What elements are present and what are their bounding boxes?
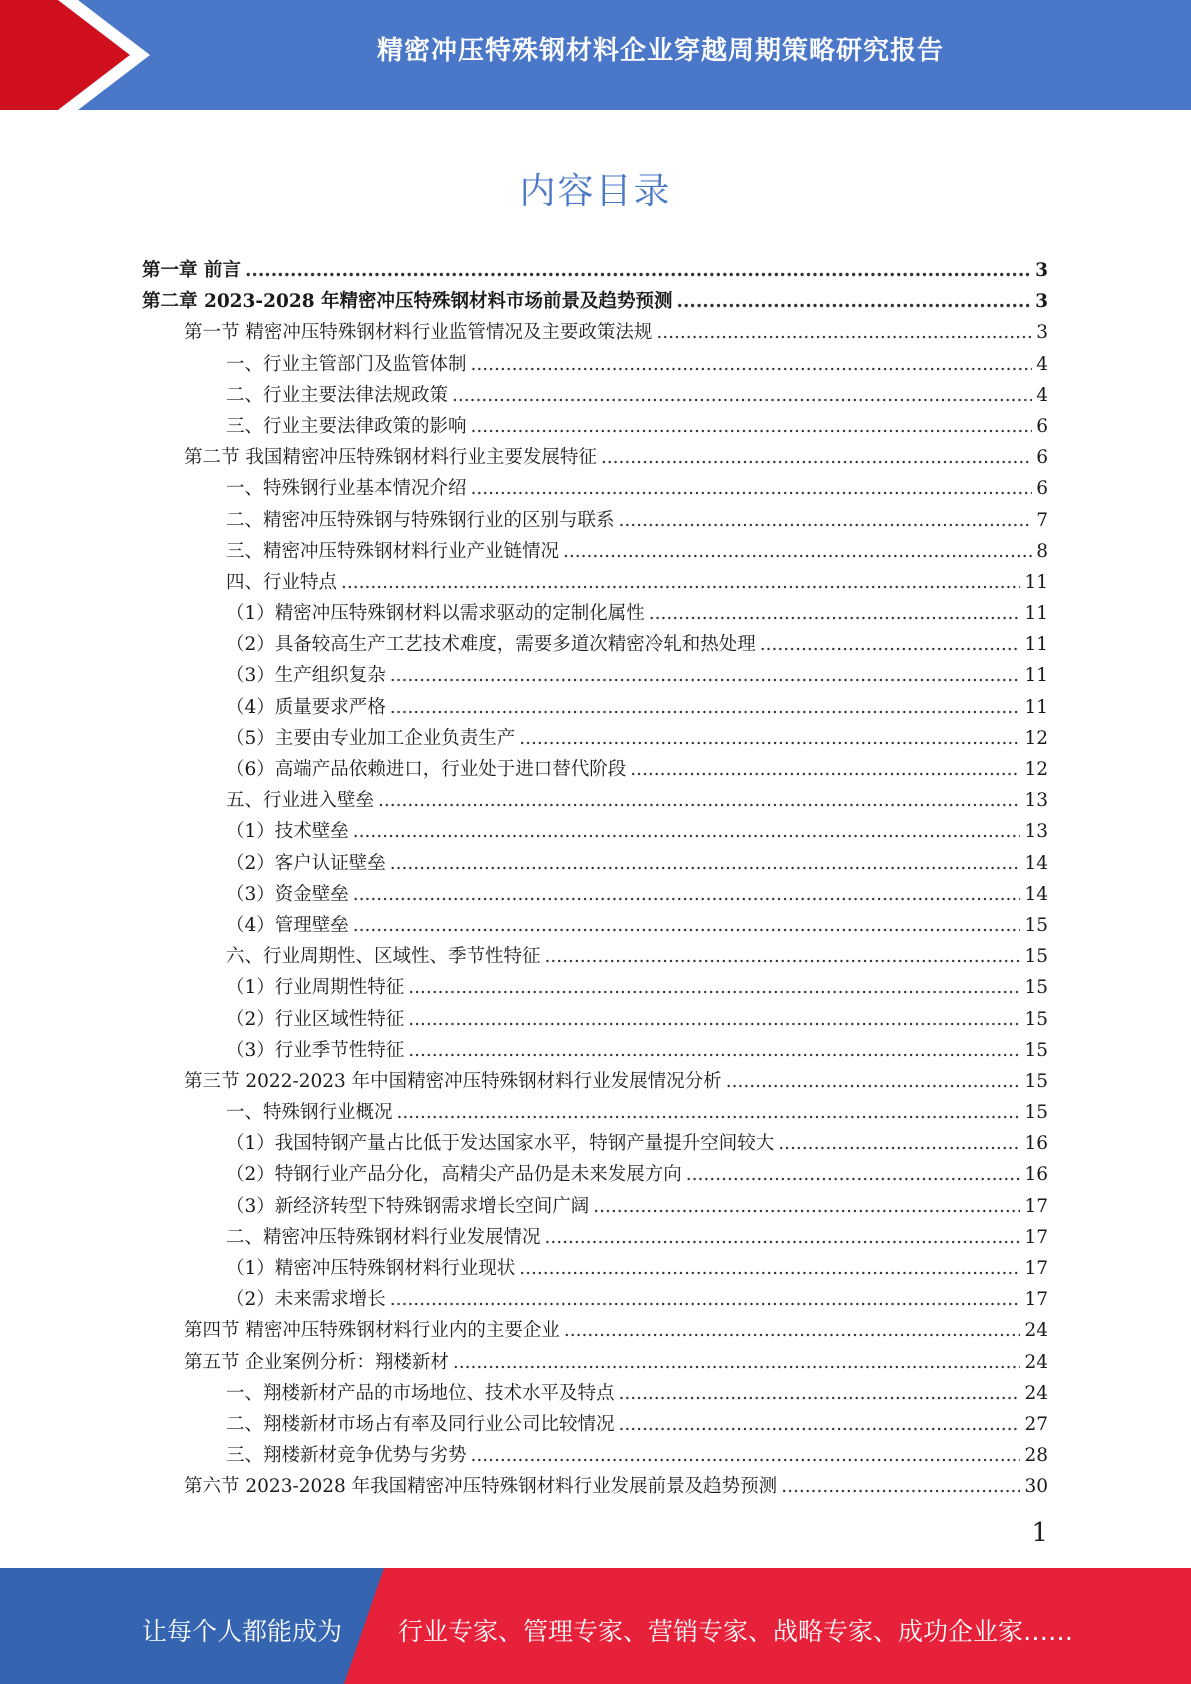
toc-entry-page: 6 <box>1036 478 1048 500</box>
toc-entry-label: （4）管理壁垒 <box>226 914 349 936</box>
toc-entry[interactable] <box>142 1471 1048 1502</box>
toc-entry-label: 第二节 我国精密冲压特殊钢材料行业主要发展特征 <box>184 447 597 469</box>
toc-dot-leader <box>726 1066 1021 1097</box>
toc-dot-leader <box>245 255 1031 286</box>
toc-entry-label: （2）特钢行业产品分化，高精尖产品仍是未来发展方向 <box>226 1164 682 1186</box>
toc-entry-label: （4）质量要求严格 <box>226 696 386 718</box>
toc-dot-leader <box>619 505 1033 536</box>
toc-dot-leader <box>601 442 1032 473</box>
toc-entry-label: （2）具备较高生产工艺技术难度，需要多道次精密冷轧和热处理 <box>226 634 756 656</box>
toc-dot-leader <box>471 473 1033 504</box>
toc-entry-label: 第一章 前言 <box>142 260 241 281</box>
toc-entry-label: （1）精密冲压特殊钢材料以需求驱动的定制化属性 <box>226 603 645 625</box>
toc-entry[interactable] <box>142 1378 1048 1409</box>
toc-entry-page: 11 <box>1024 603 1048 625</box>
footer-slogan-left: 让每个人都能成为 <box>142 1617 343 1646</box>
toc-entry-page: 14 <box>1024 852 1048 874</box>
toc-dot-leader <box>390 1284 1021 1315</box>
toc-entry-page: 11 <box>1024 571 1048 593</box>
toc-entry[interactable] <box>142 473 1048 504</box>
toc-dot-leader <box>471 411 1033 442</box>
toc-entry-page: 13 <box>1024 790 1048 812</box>
toc-entry-label: 二、行业主要法律法规政策 <box>226 384 449 406</box>
toc-dot-leader <box>545 941 1021 972</box>
toc-entry-label: （2）客户认证壁垒 <box>226 852 386 874</box>
toc-entry-page: 24 <box>1024 1382 1048 1404</box>
toc-entry-label: 三、行业主要法律政策的影响 <box>226 415 467 437</box>
toc-entry-page: 15 <box>1024 914 1048 936</box>
toc-entry-label: （1）行业周期性特征 <box>226 977 405 999</box>
toc-dot-leader <box>378 785 1020 816</box>
toc-entry-label: （1）我国特钢产量占比低于发达国家水平，特钢产量提升空间较大 <box>226 1133 775 1155</box>
toc-entry[interactable] <box>142 1035 1048 1066</box>
toc-entry[interactable] <box>142 1159 1048 1190</box>
toc-entry-page: 16 <box>1024 1133 1048 1155</box>
toc-dot-leader <box>452 380 1032 411</box>
toc-entry-page: 24 <box>1024 1320 1048 1342</box>
toc-entry-label: 五、行业进入壁垒 <box>226 790 375 812</box>
toc-entry[interactable] <box>142 879 1048 910</box>
toc-dot-leader <box>630 754 1020 785</box>
toc-entry-label: 第二章 2023-2028 年精密冲压特殊钢材料市场前景及趋势预测 <box>142 291 673 313</box>
toc-entry-page: 27 <box>1024 1413 1048 1435</box>
toc-entry-page: 11 <box>1024 634 1048 656</box>
toc-entry-page: 15 <box>1024 1008 1048 1030</box>
toc-dot-leader <box>353 910 1021 941</box>
toc-entry[interactable] <box>142 848 1048 879</box>
toc-entry-page: 15 <box>1024 1102 1048 1124</box>
toc-entry[interactable] <box>142 442 1048 473</box>
toc-entry-page: 7 <box>1036 509 1048 531</box>
toc-entry-page: 3 <box>1036 322 1048 344</box>
toc-entry[interactable] <box>142 660 1048 691</box>
toc-entry-label: （5）主要由专业加工企业负责生产 <box>226 727 516 749</box>
page-number: 1 <box>1031 1518 1048 1548</box>
toc-entry-label: 四、行业特点 <box>226 571 338 593</box>
toc-entry[interactable] <box>142 286 1048 317</box>
toc-entry-label: （3）新经济转型下特殊钢需求增长空间广阔 <box>226 1195 590 1217</box>
toc-entry[interactable] <box>142 1222 1048 1253</box>
toc-entry[interactable] <box>142 380 1048 411</box>
toc-dot-leader <box>760 629 1021 660</box>
toc-entry[interactable] <box>142 255 1048 286</box>
toc-entry-page: 12 <box>1024 727 1048 749</box>
toc-entry-page: 3 <box>1035 291 1048 313</box>
toc-entry[interactable] <box>142 972 1048 1003</box>
toc-entry-label: （2）行业区域性特征 <box>226 1008 405 1030</box>
toc-entry-page: 16 <box>1024 1164 1048 1186</box>
toc-dot-leader <box>677 286 1032 317</box>
toc-dot-leader <box>686 1159 1021 1190</box>
report-header-banner <box>0 0 1191 110</box>
toc-entry-label: 第五节 企业案例分析：翔楼新材 <box>184 1351 449 1373</box>
toc-dot-leader <box>781 1471 1020 1502</box>
toc-entry-page: 15 <box>1024 1070 1048 1092</box>
toc-entry[interactable] <box>142 317 1048 348</box>
toc-dot-leader <box>519 1253 1020 1284</box>
toc-dot-leader <box>656 317 1032 348</box>
toc-entry-label: （1）技术壁垒 <box>226 821 349 843</box>
toc-entry-label: （6）高端产品依赖进口，行业处于进口替代阶段 <box>226 759 627 780</box>
toc-entry[interactable] <box>142 567 1048 598</box>
toc-entry-page: 13 <box>1024 821 1048 843</box>
toc-entry-label: 一、特殊钢行业概况 <box>226 1102 393 1124</box>
toc-dot-leader <box>545 1222 1021 1253</box>
toc-dot-leader <box>519 723 1020 754</box>
toc-entry[interactable] <box>142 505 1048 536</box>
toc-entry-page: 15 <box>1024 977 1048 999</box>
toc-dot-leader <box>453 1347 1021 1378</box>
toc-entry-label: （2）未来需求增长 <box>226 1289 386 1311</box>
toc-entry-label: 第六节 2023-2028 年我国精密冲压特殊钢材料行业发展前景及趋势预测 <box>184 1476 778 1498</box>
toc-dot-leader <box>593 1191 1020 1222</box>
toc-entry[interactable] <box>142 1097 1048 1128</box>
toc-entry-page: 12 <box>1024 759 1048 780</box>
toc-dot-leader <box>619 1378 1021 1409</box>
toc-dot-leader <box>397 1097 1021 1128</box>
toc-entry-page: 17 <box>1024 1226 1048 1248</box>
toc-entry-page: 24 <box>1024 1351 1048 1373</box>
toc-dot-leader <box>341 567 1020 598</box>
toc-entry-label: （1）精密冲压特殊钢材料行业现状 <box>226 1258 516 1279</box>
toc-entry-page: 11 <box>1024 696 1048 718</box>
toc-entry-page: 4 <box>1036 384 1048 406</box>
toc-entry-label: 第三节 2022-2023 年中国精密冲压特殊钢材料行业发展情况分析 <box>184 1070 722 1092</box>
toc-dot-leader <box>471 349 1033 380</box>
toc-entry-label: 第一节 精密冲压特殊钢材料行业监管情况及主要政策法规 <box>184 322 653 344</box>
toc-entry-label: （3）生产组织复杂 <box>226 665 386 687</box>
toc-entry-page: 14 <box>1024 883 1048 905</box>
toc-dot-leader <box>390 660 1021 691</box>
toc-entry-page: 8 <box>1036 540 1048 562</box>
toc-entry[interactable] <box>142 1409 1048 1440</box>
toc-entry[interactable] <box>142 1253 1048 1284</box>
toc-entry-page: 3 <box>1035 260 1048 281</box>
toc-entry-page: 17 <box>1024 1258 1048 1279</box>
toc-entry[interactable] <box>142 1347 1048 1378</box>
toc-entry-page: 4 <box>1036 353 1048 375</box>
toc-entry-label: 一、行业主管部门及监管体制 <box>226 353 467 375</box>
toc-dot-leader <box>778 1128 1020 1159</box>
toc-entry-label: （3）资金壁垒 <box>226 883 349 905</box>
toc-entry-label: 六、行业周期性、区域性、季节性特征 <box>226 946 541 968</box>
toc-entry-label: 三、精密冲压特殊钢材料行业产业链情况 <box>226 540 560 562</box>
toc-dot-leader <box>353 816 1021 847</box>
toc-entry-label: 二、精密冲压特殊钢与特殊钢行业的区别与联系 <box>226 509 615 531</box>
toc-entry-page: 15 <box>1024 1039 1048 1061</box>
toc-entry-label: 一、特殊钢行业基本情况介绍 <box>226 478 467 500</box>
toc-entry[interactable] <box>142 1440 1048 1471</box>
toc-entry-page: 15 <box>1024 946 1048 968</box>
toc-entry[interactable] <box>142 785 1048 816</box>
toc-dot-leader <box>408 972 1020 1003</box>
toc-dot-leader <box>649 598 1021 629</box>
toc-entry-page: 6 <box>1036 447 1048 469</box>
toc-dot-leader <box>390 848 1021 879</box>
toc-dot-leader <box>408 1035 1020 1066</box>
toc-dot-leader <box>408 1004 1020 1035</box>
toc-dot-leader <box>564 1315 1021 1346</box>
footer-banner <box>0 1568 1191 1684</box>
toc-entry[interactable] <box>142 1315 1048 1346</box>
report-title: 精密冲压特殊钢材料企业穿越周期策略研究报告 <box>376 36 944 66</box>
toc-entry[interactable] <box>142 692 1048 723</box>
toc-entry-label: 三、翔楼新材竞争优势与劣势 <box>226 1445 467 1467</box>
toc-entry[interactable] <box>142 1004 1048 1035</box>
toc-entry-page: 11 <box>1024 665 1048 687</box>
toc-dot-leader <box>563 536 1032 567</box>
toc-entry[interactable] <box>142 598 1048 629</box>
toc-entry-label: 第四节 精密冲压特殊钢材料行业内的主要企业 <box>184 1320 560 1342</box>
toc-entry[interactable] <box>142 1066 1048 1097</box>
toc-heading: 内容目录 <box>519 171 672 212</box>
toc-entry-label: 二、翔楼新材市场占有率及同行业公司比较情况 <box>226 1413 615 1435</box>
toc-entry-page: 17 <box>1024 1289 1048 1311</box>
toc-dot-leader <box>471 1440 1021 1471</box>
toc-entry[interactable] <box>142 1284 1048 1315</box>
toc-dot-leader <box>390 692 1021 723</box>
toc-entry[interactable] <box>142 1128 1048 1159</box>
toc-dot-leader <box>353 879 1021 910</box>
toc-entry[interactable] <box>142 941 1048 972</box>
toc-entry[interactable] <box>142 910 1048 941</box>
toc-entry-label: 二、精密冲压特殊钢材料行业发展情况 <box>226 1226 541 1248</box>
toc-entry[interactable] <box>142 629 1048 660</box>
toc-entry-page: 30 <box>1024 1476 1048 1498</box>
toc-dot-leader <box>619 1409 1021 1440</box>
toc-entry-page: 17 <box>1024 1195 1048 1217</box>
toc-entry[interactable] <box>142 723 1048 754</box>
toc-entry[interactable] <box>142 536 1048 567</box>
footer-slogan-right: 行业专家、管理专家、营销专家、战略专家、成功企业家…… <box>398 1617 1074 1646</box>
toc-entry-page: 6 <box>1036 415 1048 437</box>
toc-entry[interactable] <box>142 1191 1048 1222</box>
table-of-contents <box>142 255 1048 1503</box>
toc-entry[interactable] <box>142 349 1048 380</box>
toc-entry[interactable] <box>142 754 1048 785</box>
toc-entry-page: 28 <box>1024 1445 1048 1467</box>
toc-entry[interactable] <box>142 411 1048 442</box>
toc-entry-label: （3）行业季节性特征 <box>226 1039 405 1061</box>
toc-entry[interactable] <box>142 816 1048 847</box>
toc-entry-label: 一、翔楼新材产品的市场地位、技术水平及特点 <box>226 1382 615 1404</box>
